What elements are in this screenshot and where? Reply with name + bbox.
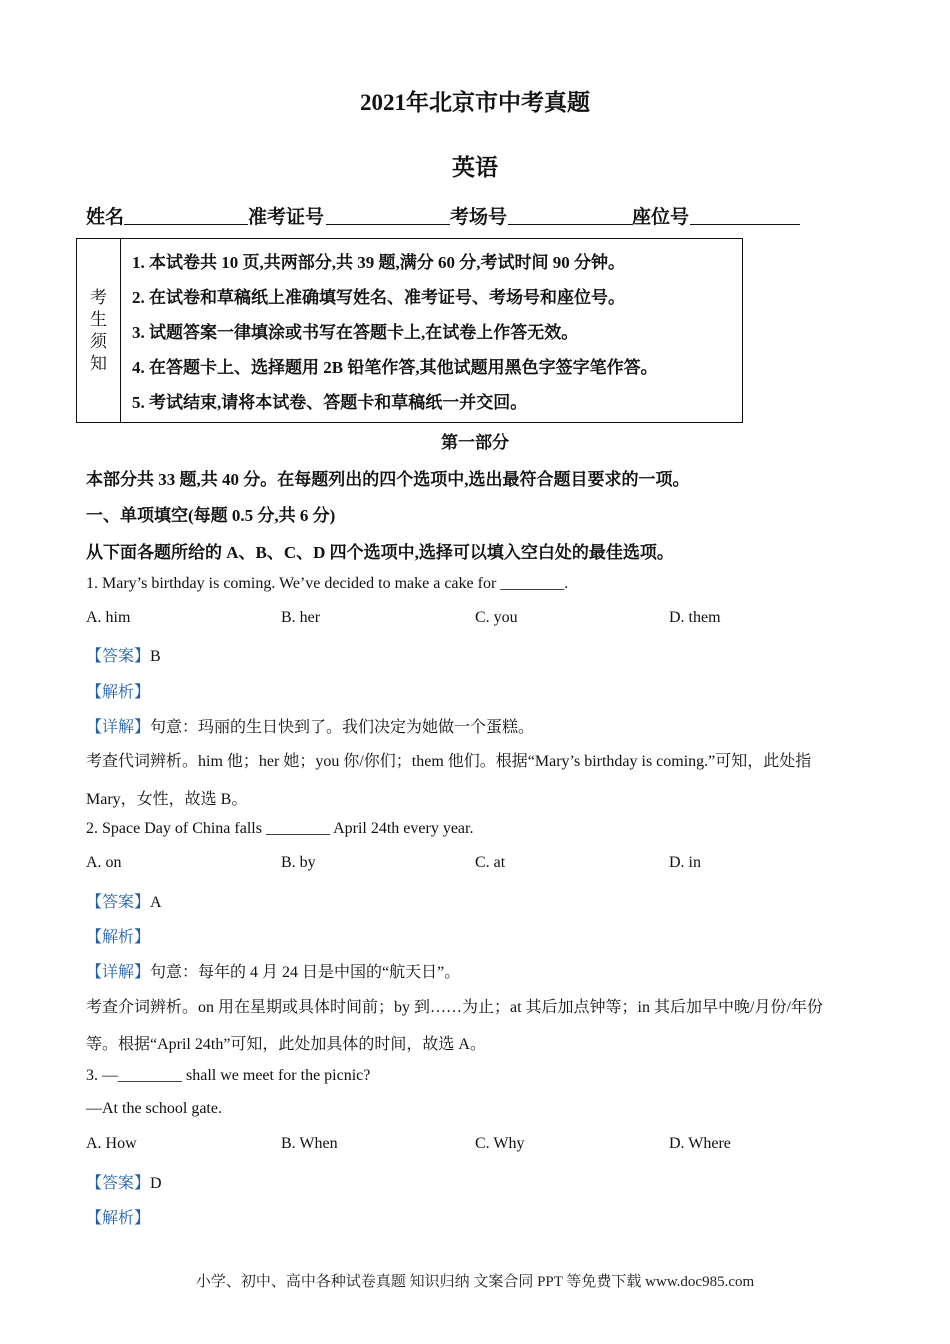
name-label: 姓名 (86, 207, 125, 228)
notice-char: 知 (90, 353, 107, 374)
question-stem: 1. Mary’s birthday is coming. We’ve decided to make a cake for ________. (86, 575, 569, 592)
option-a: A. him (86, 609, 131, 626)
notice-item: 4. 在答题卡上、选择题用 2B 铅笔作答,其他试题用黑色字签字笔作答。 (132, 358, 658, 377)
detail-tag: 【详解】 (86, 964, 151, 981)
explanation-line: 考查代词辨析。him 他；her 她；you 你/你们；them 他们。根据“Mary’s birthday is coming.”可知，此处指 (86, 753, 812, 770)
answer-tag: 【答案】 (86, 1175, 151, 1192)
answer-value: B (150, 648, 161, 665)
notice-char: 生 (90, 309, 107, 330)
notice-item: 1. 本试卷共 10 页,共两部分,共 39 题,满分 60 分,考试时间 90 分钟。 (132, 253, 625, 272)
analysis-tag: 【解析】 (86, 684, 151, 701)
answer-tag: 【答案】 (86, 894, 151, 911)
notice-item: 5. 考试结束,请将本试卷、答题卡和草稿纸一并交回。 (132, 393, 528, 412)
question-stem: 2. Space Day of China falls ________ April 24th every year. (86, 820, 474, 837)
candidate-notice-box (76, 238, 743, 423)
question-stem-response: —At the school gate. (86, 1100, 222, 1117)
notice-char: 考 (90, 287, 107, 308)
option-d: D. them (669, 609, 721, 626)
option-b: B. When (281, 1135, 338, 1152)
answer-value: D (150, 1175, 162, 1192)
notice-side-label (77, 239, 121, 422)
answer-line (86, 1170, 162, 1193)
question-stem: 3. —________ shall we meet for the picnic? (86, 1067, 371, 1084)
answer-tag: 【答案】 (86, 648, 151, 665)
seat-number-blank (690, 224, 800, 225)
option-b: B. her (281, 609, 321, 626)
notice-item: 2. 在试卷和草稿纸上准确填写姓名、准考证号、考场号和座位号。 (132, 288, 625, 307)
exam-number-label: 准考证号 (248, 207, 325, 228)
part-heading: 第一部分 (441, 433, 509, 452)
seat-number-label: 座位号 (632, 207, 690, 228)
exam-room-label: 考场号 (450, 207, 508, 228)
explanation-line: 等。根据“April 24th”可知，此处加具体的时间，故选 A。 (86, 1036, 486, 1053)
notice-item: 3. 试题答案一律填涂或书写在答题卡上,在试卷上作答无效。 (132, 323, 579, 342)
section-title: 一、单项填空(每题 0.5 分,共 6 分) (86, 506, 336, 525)
option-a: A. How (86, 1135, 137, 1152)
option-c: C. you (475, 609, 518, 626)
option-d: D. Where (669, 1135, 731, 1152)
detail-text: 句意：每年的 4 月 24 日是中国的“航天日”。 (150, 964, 461, 981)
name-blank (124, 224, 248, 225)
detail-line (86, 959, 460, 982)
section-instruction: 从下面各题所给的 A、B、C、D 四个选项中,选择可以填入空白处的最佳选项。 (86, 543, 674, 562)
analysis-tag: 【解析】 (86, 929, 151, 946)
notice-char: 须 (90, 331, 107, 352)
option-c: C. at (475, 854, 506, 871)
detail-line (86, 714, 534, 737)
explanation-line: Mary，女性，故选 B。 (86, 791, 248, 808)
exam-room-blank (508, 224, 632, 225)
page-footer: 小学、初中、高中各种试卷真题 知识归纳 文案合同 PPT 等免费下载 www.doc985.com (195, 1274, 755, 1290)
answer-line (86, 643, 161, 666)
subject-title: 英语 (452, 155, 498, 180)
detail-text: 句意：玛丽的生日快到了。我们决定为她做一个蛋糕。 (150, 719, 535, 736)
option-c: C. Why (475, 1135, 525, 1152)
candidate-info-line (86, 200, 801, 230)
answer-line (86, 889, 162, 912)
explanation-line: 考查介词辨析。on 用在星期或具体时间前；by 到……为止；at 其后加点钟等；in 其后加早中晚/月份/年份 (86, 999, 823, 1016)
detail-tag: 【详解】 (86, 719, 151, 736)
option-a: A. on (86, 854, 122, 871)
exam-number-blank (326, 224, 450, 225)
part-intro: 本部分共 33 题,共 40 分。在每题列出的四个选项中,选出最符合题目要求的一项。 (86, 470, 690, 489)
analysis-tag: 【解析】 (86, 1210, 151, 1227)
option-b: B. by (281, 854, 316, 871)
answer-value: A (150, 894, 162, 911)
exam-title: 2021年北京市中考真题 (360, 90, 590, 115)
option-d: D. in (669, 854, 701, 871)
